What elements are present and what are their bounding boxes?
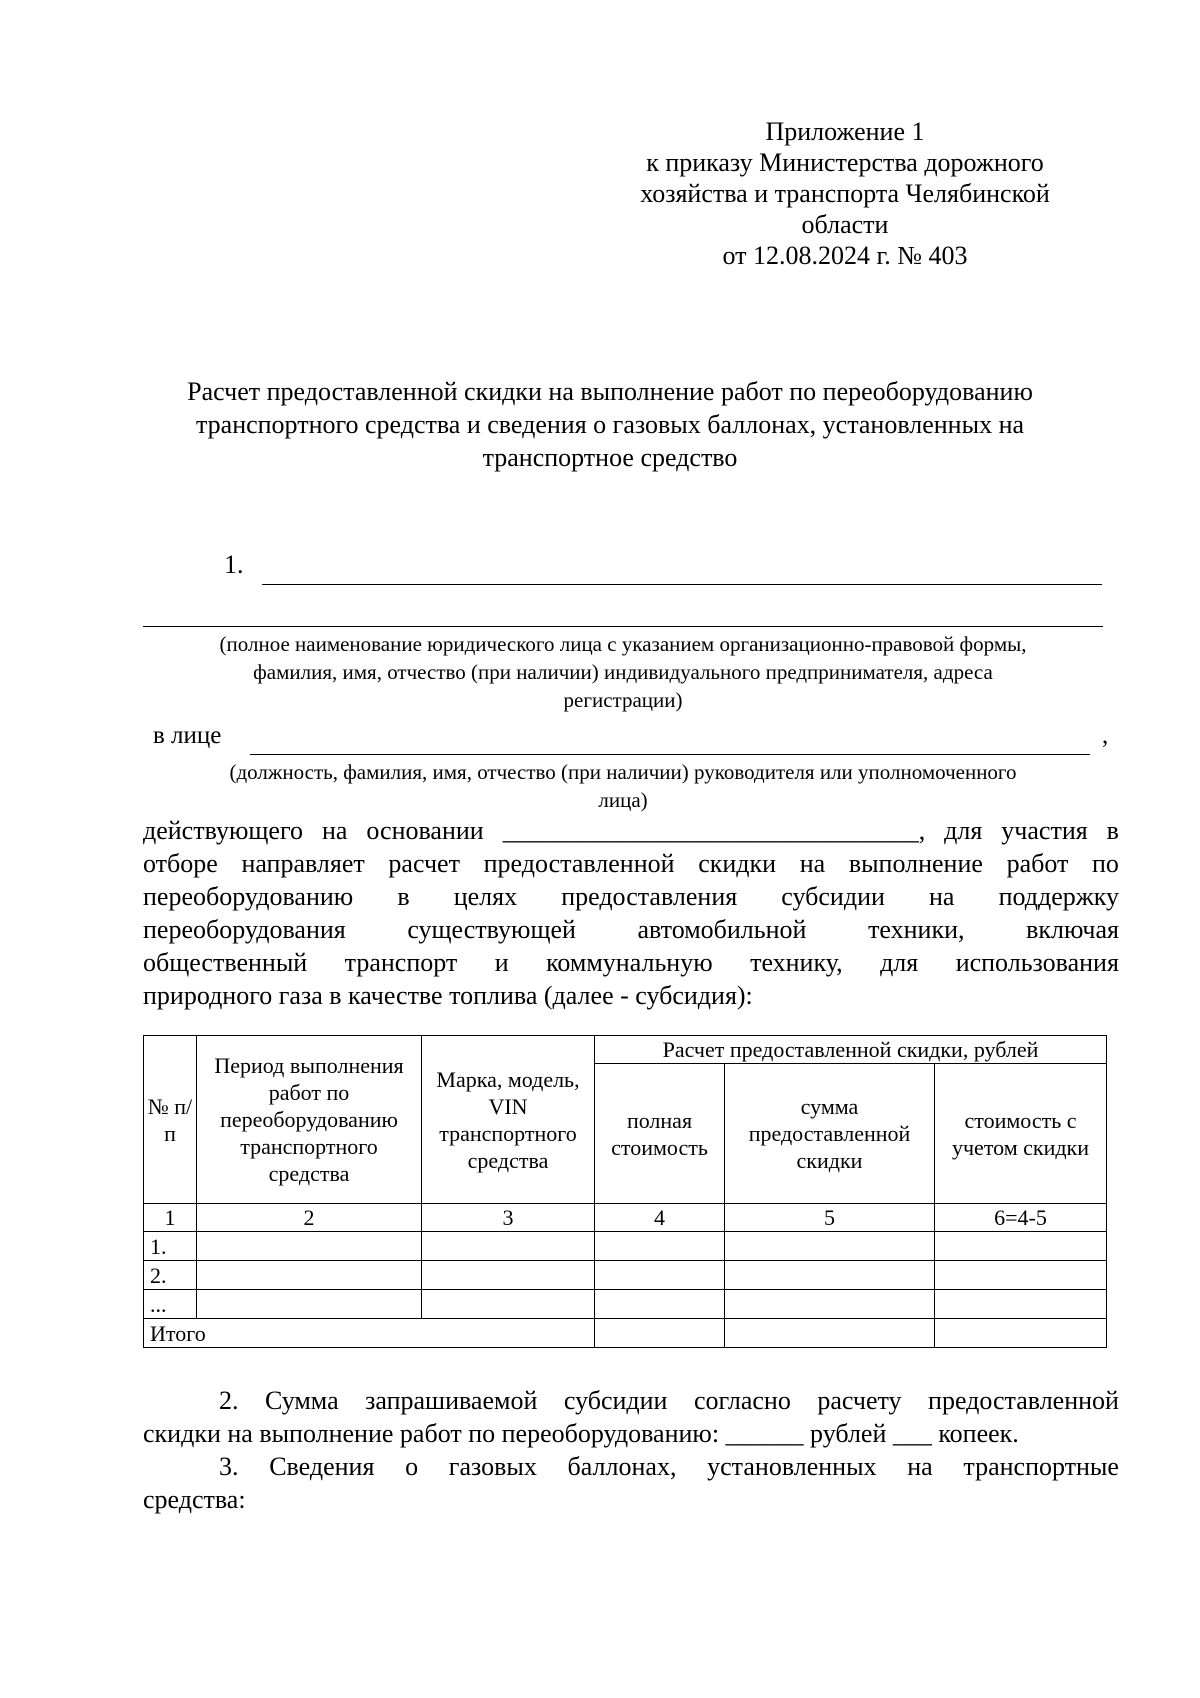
header-calculation: Расчет предоставленной скидки, рублей: [595, 1036, 1107, 1064]
title-line: Расчет предоставленной скидки на выполнение работ по переоборудованию: [187, 377, 1033, 406]
word: по: [1092, 849, 1119, 878]
table-cell: 2: [197, 1204, 422, 1232]
caption-line: фамилия, имя, отчество (при наличии) индивидуального предпринимателя, адреса: [253, 660, 993, 684]
justified-line: [143, 847, 1119, 880]
caption-line: регистрации): [563, 688, 683, 712]
paragraph-subsidy: [143, 1384, 1119, 1516]
word: для: [880, 948, 919, 977]
table-cell[interactable]: [422, 1232, 595, 1261]
fill-line-representative[interactable]: [250, 754, 1090, 755]
table-cell[interactable]: [197, 1232, 422, 1261]
table-row: [144, 1290, 1107, 1319]
word: запрашиваемой: [365, 1386, 538, 1415]
header-cost-with-discount: стоимость с учетом скидки: [935, 1064, 1107, 1204]
table-cell: 1.: [144, 1232, 197, 1261]
caption-organization: [143, 630, 1103, 714]
table-cell[interactable]: [935, 1261, 1107, 1290]
table-cell: ...: [144, 1290, 197, 1319]
justified-line: [143, 814, 1119, 847]
word: 3.: [219, 1452, 239, 1481]
fill-line-organization[interactable]: [262, 584, 1102, 585]
word: транспорт: [344, 948, 458, 977]
header-full-cost: полная стоимость: [595, 1064, 725, 1204]
word: скидки: [698, 849, 777, 878]
paragraph-last-line: средства:: [143, 1485, 246, 1514]
table-cell[interactable]: [422, 1290, 595, 1319]
table-header-row: [144, 1036, 1107, 1064]
word: и: [494, 948, 509, 977]
table-cell[interactable]: [422, 1261, 595, 1290]
item-number: 1.: [224, 550, 244, 579]
header-period: Период выполнения работ по переоборудованию транспортного средства: [197, 1036, 422, 1204]
word: основании: [366, 816, 484, 845]
word: целях: [453, 882, 518, 911]
word: в: [397, 882, 410, 911]
word: поддержку: [998, 882, 1119, 911]
table-cell[interactable]: [595, 1232, 725, 1261]
table-cell[interactable]: [595, 1290, 725, 1319]
word: предоставления: [561, 882, 738, 911]
justified-line: [143, 946, 1119, 979]
table-cell: 2.: [144, 1261, 197, 1290]
word: включая: [1026, 915, 1119, 944]
word: о: [405, 1452, 419, 1481]
table-cell[interactable]: [595, 1261, 725, 1290]
word: субсидии: [563, 1386, 668, 1415]
table-row: [144, 1261, 1107, 1290]
word: существующей: [407, 915, 576, 944]
justified-line: [143, 1384, 1119, 1417]
title-line: транспортного средства и сведения о газовых баллонах, установленных на: [195, 410, 1025, 439]
table-cell[interactable]: [197, 1261, 422, 1290]
table-cell: 3: [422, 1204, 595, 1232]
table-cell[interactable]: [935, 1319, 1107, 1348]
fill-line-organization-cont[interactable]: [143, 626, 1103, 627]
table-cell: 1: [144, 1204, 197, 1232]
appendix-line: к приказу Министерства дорожного: [646, 148, 1044, 177]
word: на: [799, 849, 826, 878]
caption-representative: [143, 758, 1103, 814]
paragraph-last-line: природного газа в качестве топлива (далее - субсидия):: [143, 981, 753, 1010]
caption-line: (должность, фамилия, имя, отчество (при наличии) руководителя или уполномоченного: [229, 760, 1017, 784]
table-cell[interactable]: [935, 1290, 1107, 1319]
word: выполнение: [848, 849, 983, 878]
word: отборе: [143, 849, 218, 878]
table-cell[interactable]: [725, 1290, 935, 1319]
paragraph-basis: [143, 814, 1119, 1012]
word: переоборудованию: [143, 882, 354, 911]
word: для: [944, 816, 983, 845]
word: направляет: [241, 849, 365, 878]
appendix-line: от 12.08.2024 г. № 403: [722, 241, 968, 270]
fill-line-basis[interactable]: ________________________________,: [502, 816, 926, 845]
justified-line: [143, 1450, 1119, 1483]
table-row: [144, 1232, 1107, 1261]
word: газовых: [448, 1452, 537, 1481]
word: участия: [1001, 816, 1088, 845]
justified-line: [143, 913, 1119, 946]
table-cell[interactable]: [197, 1290, 422, 1319]
table-cell[interactable]: [725, 1319, 935, 1348]
table-cell[interactable]: [595, 1319, 725, 1348]
discount-calculation-table: [143, 1035, 1107, 1348]
appendix-line: хозяйства и транспорта Челябинской: [640, 179, 1050, 208]
word: расчету: [817, 1386, 902, 1415]
header-discount: сумма предоставленной скидки: [725, 1064, 935, 1204]
appendix-line: Приложение 1: [765, 117, 925, 146]
table-row-numbering: [144, 1204, 1107, 1232]
appendix-line: области: [801, 210, 889, 239]
word: общественный: [143, 948, 308, 977]
word: автомобильной: [637, 915, 807, 944]
word: расчет: [388, 849, 460, 878]
word: на: [929, 882, 955, 911]
appendix-header: [600, 116, 1090, 271]
header-number: № п/п: [144, 1036, 197, 1204]
word: работ: [1006, 849, 1069, 878]
table-cell[interactable]: [725, 1261, 935, 1290]
word: в: [1106, 816, 1119, 845]
total-label: Итого: [144, 1319, 595, 1348]
word: на: [321, 816, 348, 845]
word: баллонах,: [567, 1452, 677, 1481]
word: согласно: [693, 1386, 791, 1415]
in-person-label: в лице: [153, 722, 222, 749]
word: установленных: [707, 1452, 877, 1481]
document-title: [140, 375, 1080, 474]
word: техники,: [868, 915, 965, 944]
header-brand: Марка, модель, VIN транспортного средства: [422, 1036, 595, 1204]
word: использования: [955, 948, 1119, 977]
table-cell: 5: [725, 1204, 935, 1232]
caption-line: лица): [598, 788, 648, 812]
comma: ,: [1102, 722, 1109, 749]
word: Сведения: [269, 1452, 375, 1481]
word: 2.: [219, 1386, 239, 1415]
table-cell[interactable]: [935, 1232, 1107, 1261]
word: переоборудования: [143, 915, 346, 944]
table-cell: 6=4-5: [935, 1204, 1107, 1232]
word: на: [907, 1452, 933, 1481]
table-row-total: [144, 1319, 1107, 1348]
word: предоставленной: [928, 1386, 1119, 1415]
title-line: транспортное средство: [482, 443, 738, 472]
caption-line: (полное наименование юридического лица с указанием организационно-правовой формы,: [219, 632, 1027, 656]
justified-line: [143, 880, 1119, 913]
table-cell: 4: [595, 1204, 725, 1232]
paragraph-last-line: скидки на выполнение работ по переоборудованию: ______ рублей ___ копеек.: [143, 1419, 1019, 1448]
table-cell[interactable]: [725, 1232, 935, 1261]
word: транспортные: [963, 1452, 1119, 1481]
word: Сумма: [265, 1386, 339, 1415]
word: коммунальную: [546, 948, 713, 977]
word: технику,: [750, 948, 843, 977]
word: действующего: [143, 816, 303, 845]
word: предоставленной: [483, 849, 675, 878]
word: субсидии: [781, 882, 885, 911]
